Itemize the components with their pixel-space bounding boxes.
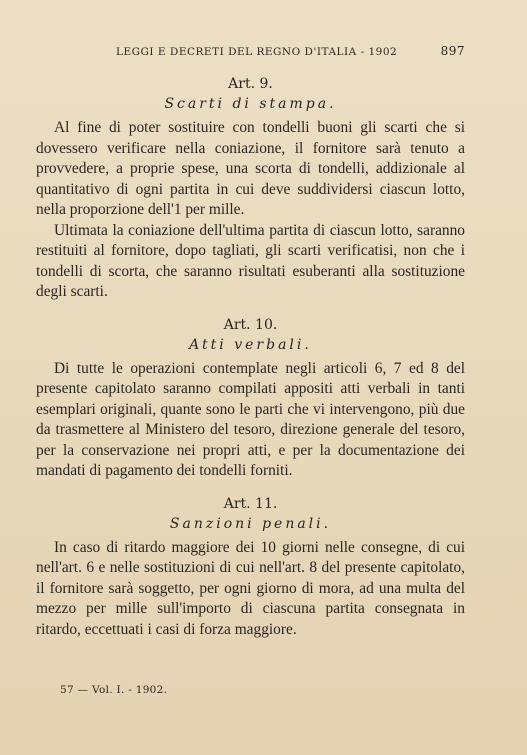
paragraph: Al fine di poter sostituire con tondelli buoni gli scarti che si dovessero verificare nella coniazione, il fornitore sarà tenuto a provvedere, a proprie spese, una scorta di tondelli, addizionale al quantitativo di ogni partita in cui deve suddividersi ciascun lotto, nella proporzione dell'1 per mille.	[36, 119, 465, 218]
article-11	[36, 494, 465, 641]
article-title: Sanzioni penali.	[169, 515, 332, 532]
signature-mark: 57 — Vol. I. - 1902.	[60, 684, 168, 696]
article-number: Art. 11.	[223, 495, 278, 512]
paragraph: Di tutte le operazioni contemplate negli articoli 6, 7 ed 8 del presente capitolato saranno compilati appositi atti verbali in tanti esemplari originali, quante sono le parti che vi intervengono, più due da trasmettere al Ministero del tesoro, direzione generale del tesoro, per la conservazione nei propri atti, e per la documentazione dei mandati di pagamento dei tondelli forniti.	[36, 359, 465, 479]
article-title: Atti verbali.	[189, 336, 312, 353]
article-10	[36, 315, 465, 482]
page-number: 897	[440, 44, 465, 58]
article-9	[36, 74, 465, 303]
paragraph: Ultimata la coniazione dell'ultima partita di ciascun lotto, saranno restituiti al fornitore, dopo tagliati, gli scarti verificatisi, non che i tondelli di scorta, che saranno risultati esuberanti alla sostituzione degli scarti.	[36, 221, 465, 300]
page-header	[36, 44, 465, 62]
article-number: Art. 9.	[228, 76, 273, 92]
article-title: Scarti di stampa.	[164, 96, 337, 112]
paragraph: In caso di ritardo maggiore dei 10 giorni nelle consegne, di cui nell'art. 6 e nelle sostituzioni di cui nell'art. 8 del presente capitolato, il fornitore sarà soggetto, per ogni giorno di mora, ad una multa del mezzo per mille sull'importo di ciascuna partita consegnata in ritardo, eccettuati i casi di forza maggiore.	[36, 538, 465, 638]
running-title: LEGGI E DECRETI DEL REGNO D'ITALIA - 1902	[116, 46, 398, 58]
article-number: Art. 10.	[223, 316, 278, 333]
